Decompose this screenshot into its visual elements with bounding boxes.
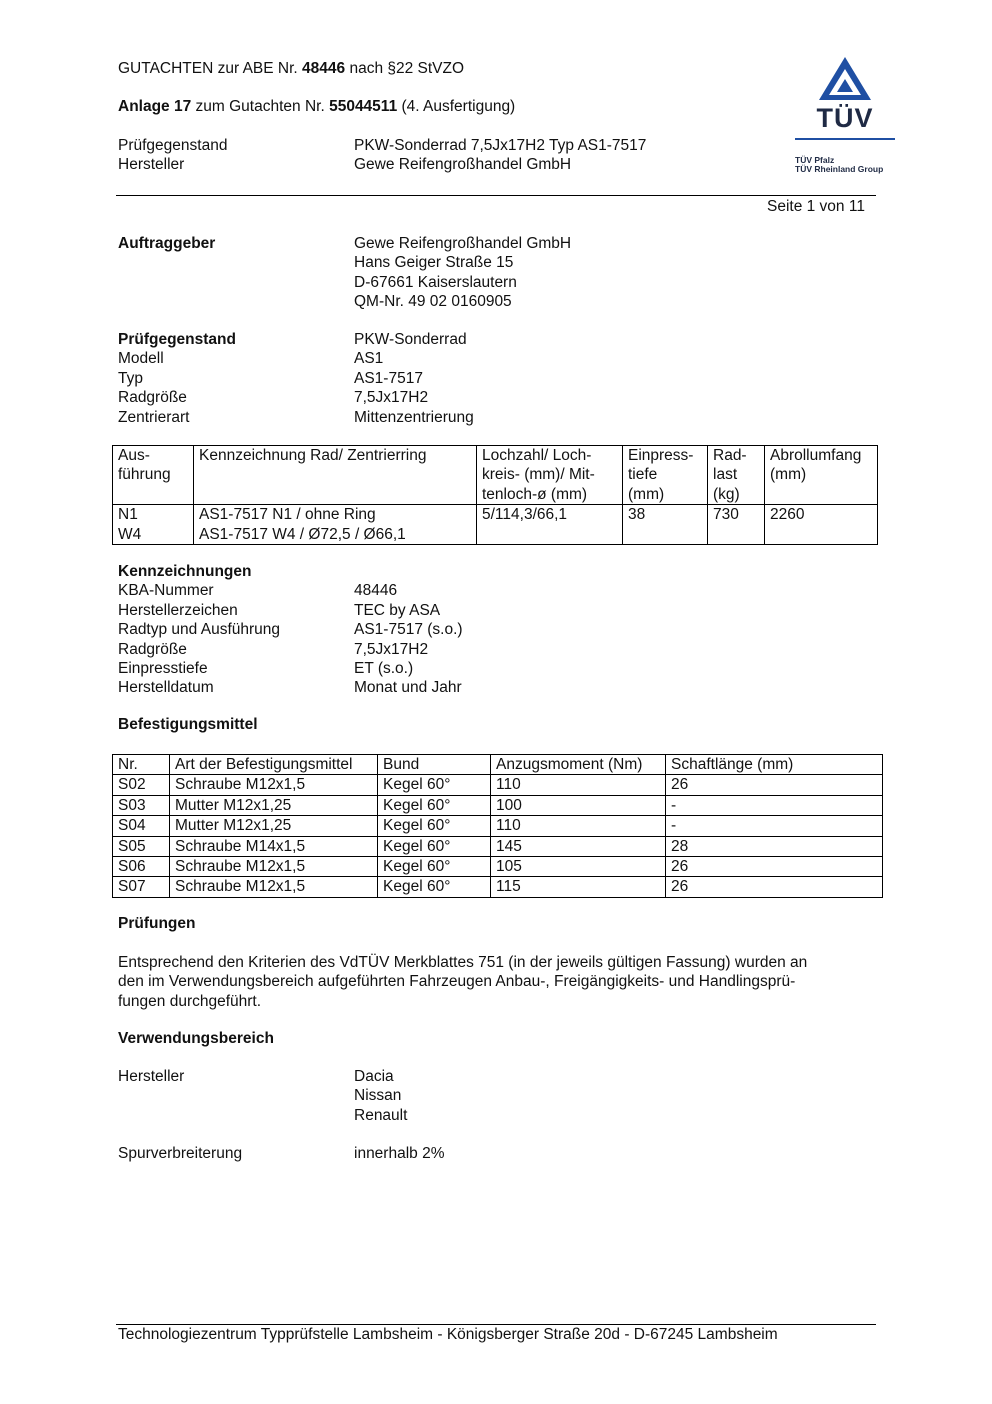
table-cell: Kegel 60°	[378, 816, 491, 836]
table-cell: 105	[491, 857, 666, 877]
row-value: AS1-7517 (s.o.)	[354, 621, 463, 639]
table-cell: 38	[623, 505, 708, 545]
test-object-row	[118, 408, 618, 427]
table-cell: 28	[666, 836, 883, 856]
table-cell: Schraube M12x1,5	[170, 857, 378, 877]
client-line: D-67661 Kaiserslautern	[354, 273, 517, 291]
header-maker-value: Gewe Reifengroßhandel GmbH	[354, 156, 572, 173]
table-cell: 26	[666, 877, 883, 897]
table-cell: S06	[113, 857, 170, 877]
row-value: Mittenzentrierung	[354, 408, 474, 426]
fasteners-table	[112, 754, 883, 898]
table-cell: 730	[708, 505, 765, 545]
table-cell: S02	[113, 775, 170, 795]
table-row	[113, 816, 883, 836]
title-prefix: GUTACHTEN zur ABE Nr.	[118, 60, 303, 77]
row-label: Zentrierart	[118, 408, 190, 426]
paragraph-line: fungen durchgeführt.	[118, 992, 262, 1010]
marking-row	[118, 678, 618, 697]
test-object-heading: Prüfgegenstand	[118, 331, 236, 348]
fasteners-heading: Befestigungsmittel	[118, 716, 258, 733]
paragraph-line: den im Verwendungsbereich aufgeführten Fahrzeugen Anbau-, Freigängigkeits- und Handlingsprü-	[118, 973, 796, 991]
table-cell: Schraube M14x1,5	[170, 836, 378, 856]
table-cell: 26	[666, 775, 883, 795]
header-cell: Einpress- tiefe (mm)	[623, 446, 708, 505]
test-object-row	[118, 388, 618, 407]
test-object-section	[118, 330, 618, 427]
row-value: AS1-7517	[354, 369, 423, 387]
table-cell: 110	[491, 775, 666, 795]
annex-label: Anlage 17	[118, 98, 192, 115]
annex-line	[118, 97, 515, 116]
header-cell: Nr.	[113, 755, 170, 775]
row-label: Radgröße	[118, 640, 187, 658]
header-cell: Lochzahl/ Loch- kreis- (mm)/ Mit- tenloch-ø (mm)	[477, 446, 623, 505]
header-subject-value: PKW-Sonderrad 7,5Jx17H2 Typ AS1-7517	[354, 137, 647, 154]
header-cell: Kennzeichnung Rad/ Zentrierring	[194, 446, 477, 505]
test-object-row	[118, 369, 618, 388]
row-value: 48446	[354, 582, 398, 600]
table-cell: Mutter M12x1,25	[170, 795, 378, 815]
row-value: AS1	[354, 350, 384, 368]
table-cell: 26	[666, 857, 883, 877]
markings-section	[118, 562, 618, 698]
table-header-row	[113, 446, 878, 505]
row-label: Einpresstiefe	[118, 659, 208, 677]
client-line: QM-Nr. 49 02 0160905	[354, 293, 512, 311]
header-cell: Rad- last (kg)	[708, 446, 765, 505]
table-cell: S05	[113, 836, 170, 856]
row-label: Radgröße	[118, 389, 187, 407]
header-divider	[116, 195, 876, 196]
client-heading: Auftraggeber	[118, 235, 216, 252]
table-cell: S03	[113, 795, 170, 815]
markings-heading: Kennzeichnungen	[118, 563, 252, 580]
paragraph-line: Entsprechend den Kriterien des VdTÜV Merkblattes 751 (in der jeweils gültigen Fassung) wurden an	[118, 954, 808, 971]
row-label: Herstellerzeichen	[118, 601, 238, 619]
table-cell: Kegel 60°	[378, 775, 491, 795]
tuv-line1: TÜV Pfalz	[795, 155, 835, 165]
row-value: 7,5Jx17H2	[354, 389, 429, 407]
track-label: Spurverbreiterung	[118, 1145, 243, 1162]
table-cell: 2260	[765, 505, 878, 545]
client-address	[354, 234, 571, 312]
table-cell: Mutter M12x1,25	[170, 816, 378, 836]
client-line: Hans Geiger Straße 15	[354, 254, 514, 272]
table-header-row	[113, 755, 883, 775]
table-row	[113, 857, 883, 877]
tests-paragraph	[118, 953, 807, 1011]
header-maker-label: Hersteller	[118, 156, 185, 173]
maker-item: Dacia	[354, 1068, 394, 1085]
header-cell: Anzugsmoment (Nm)	[491, 755, 666, 775]
fasteners-heading-row	[118, 715, 258, 734]
usage-makers	[354, 1067, 407, 1125]
report-number: 55044511	[329, 98, 398, 115]
abe-number: 48446	[302, 60, 346, 77]
title-suffix: nach §22 StVZO	[345, 60, 465, 77]
table-row	[113, 775, 883, 795]
table-cell: 110	[491, 816, 666, 836]
table-cell: S04	[113, 816, 170, 836]
header-cell: Art der Befestigungsmittel	[170, 755, 378, 775]
table-cell: Kegel 60°	[378, 877, 491, 897]
tests-heading: Prüfungen	[118, 915, 196, 932]
client-label	[118, 234, 215, 253]
footer-text: Technologiezentrum Typprüfstelle Lambsheim - Königsberger Straße 20d - D-67245 Lambsheim	[118, 1326, 778, 1343]
tuv-line2: TÜV Rheinland Group	[795, 164, 884, 174]
doc-title-line	[118, 59, 464, 78]
usage-maker-label: Hersteller	[118, 1068, 185, 1085]
table-cell: AS1-7517 N1 / ohne Ring AS1-7517 W4 / Ø72,5 / Ø66,1	[194, 505, 477, 545]
tuv-logo	[795, 55, 895, 177]
row-value: ET (s.o.)	[354, 659, 414, 677]
table-cell: 100	[491, 795, 666, 815]
row-label: Modell	[118, 350, 164, 368]
table-cell: Schraube M12x1,5	[170, 877, 378, 897]
table-cell: N1 W4	[113, 505, 194, 545]
row-value: Monat und Jahr	[354, 679, 462, 697]
annex-suffix: (4. Ausfertigung)	[397, 98, 516, 115]
table-cell: -	[666, 795, 883, 815]
table-row	[113, 877, 883, 897]
usage-heading: Verwendungsbereich	[118, 1030, 274, 1047]
test-object-value: PKW-Sonderrad	[354, 331, 467, 348]
marking-row	[118, 659, 618, 678]
row-label: Radtyp und Ausführung	[118, 621, 281, 639]
row-label: KBA-Nummer	[118, 582, 214, 600]
maker-item: Nissan	[354, 1087, 402, 1105]
table-row	[113, 836, 883, 856]
marking-row	[118, 640, 618, 659]
header-cell: Schaftlänge (mm)	[666, 755, 883, 775]
row-value: 7,5Jx17H2	[354, 640, 429, 658]
table-cell: Kegel 60°	[378, 857, 491, 877]
row-value: TEC by ASA	[354, 601, 441, 619]
tuv-brand: TÜV	[816, 103, 874, 133]
table-cell: 115	[491, 877, 666, 897]
annex-mid: zum Gutachten Nr.	[191, 98, 330, 115]
table-cell: Schraube M12x1,5	[170, 775, 378, 795]
tuv-rule	[795, 138, 895, 140]
table-cell: 5/114,3/66,1	[477, 505, 623, 545]
test-object-row	[118, 349, 618, 368]
table-cell: Kegel 60°	[378, 836, 491, 856]
table-row	[113, 505, 878, 545]
variants-table	[112, 445, 878, 545]
table-row	[113, 795, 883, 815]
test-object-heading-row	[118, 330, 618, 349]
row-label: Herstelldatum	[118, 679, 214, 697]
client-line: Gewe Reifengroßhandel GmbH	[354, 235, 572, 252]
table-cell: S07	[113, 877, 170, 897]
table-cell: 145	[491, 836, 666, 856]
marking-row	[118, 581, 618, 600]
header-subject-label: Prüfgegenstand	[118, 137, 228, 154]
tuv-triangle-icon	[795, 55, 895, 105]
header-cell: Abrollumfang (mm)	[765, 446, 878, 505]
page-number: Seite 1 von 11	[767, 198, 865, 215]
header-cell: Bund	[378, 755, 491, 775]
usage-heading-row	[118, 1029, 274, 1048]
row-label: Typ	[118, 369, 143, 387]
table-cell: -	[666, 816, 883, 836]
marking-row	[118, 601, 618, 620]
header-cell: Aus- führung	[113, 446, 194, 505]
tests-heading-row	[118, 914, 196, 933]
maker-item: Renault	[354, 1106, 408, 1124]
table-cell: Kegel 60°	[378, 795, 491, 815]
track-value: innerhalb 2%	[354, 1145, 445, 1162]
markings-heading-row	[118, 562, 618, 581]
marking-row	[118, 620, 618, 639]
